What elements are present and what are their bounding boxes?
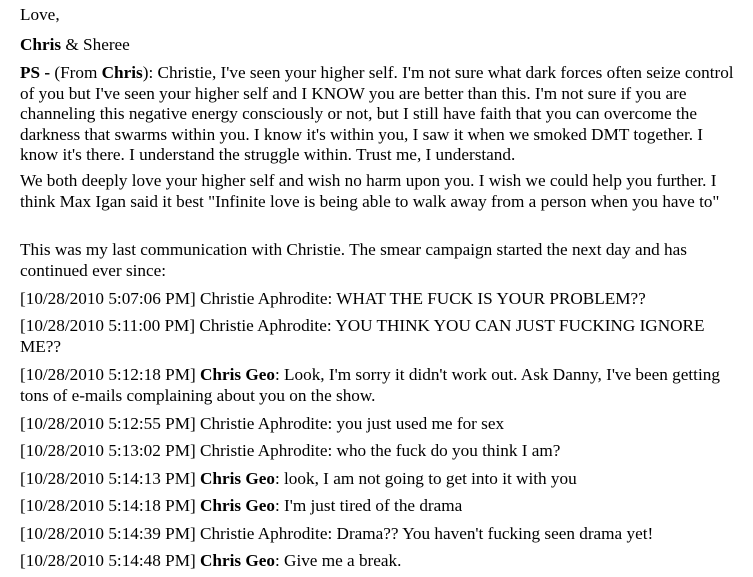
chat-speaker: Christie Aphrodite — [200, 524, 328, 543]
chat-line — [20, 441, 738, 462]
chat-line — [20, 524, 738, 545]
chat-speaker: Christie Aphrodite — [199, 316, 327, 335]
closing-text: Love, — [20, 5, 60, 24]
postscript-paragraph — [20, 63, 738, 166]
chat-speaker: Christie Aphrodite — [200, 289, 328, 308]
chat-message: : look, I am not going to get into it with you — [274, 469, 577, 488]
ps-body: Christie, I've seen your higher self. I'm not sure what dark forces often seize control of you but I've seen your higher self and I KNOW you are better than this. I'm not sure if you are channeling this negative energy consciously or not, but I still have faith that you can overcome the darkness that swarms within you. I know it's within you, I saw it when we smoked DMT together. I know it's there. I understand the struggle within. Trust me, I understand. — [20, 63, 734, 164]
chat-line — [20, 496, 738, 517]
ps-from-prefix: (From — [54, 63, 102, 82]
love-paragraph-text: We both deeply love your higher self and wish no harm upon you. I wish we could help you further. I think Max Igan said it best "Infinite love is being able to walk away from a person when you have to" — [20, 171, 720, 211]
chat-timestamp: [10/28/2010 5:11:00 PM] — [20, 316, 200, 335]
chat-timestamp: [10/28/2010 5:14:18 PM] — [20, 496, 200, 515]
chat-timestamp: [10/28/2010 5:14:39 PM] — [20, 524, 200, 543]
chat-message: : I'm just tired of the drama — [274, 496, 463, 515]
chat-message: : YOU THINK YOU CAN JUST FUCKING IGNORE ME?? — [20, 316, 705, 356]
chat-timestamp: [10/28/2010 5:12:55 PM] — [20, 414, 200, 433]
chat-line — [20, 469, 738, 490]
chat-timestamp: [10/28/2010 5:14:48 PM] — [20, 551, 200, 570]
chat-message: : Drama?? You haven't fucking seen drama yet! — [327, 524, 654, 543]
chat-line — [20, 289, 738, 310]
chat-message: : WHAT THE FUCK IS YOUR PROBLEM?? — [327, 289, 646, 308]
chat-line — [20, 316, 738, 357]
chat-line — [20, 414, 738, 435]
chat-line — [20, 365, 738, 406]
chat-speaker: Chris Geo — [200, 365, 275, 384]
chat-message: : Give me a break. — [274, 551, 402, 570]
last-communication-paragraph — [20, 240, 738, 281]
chat-line — [20, 551, 738, 572]
chat-speaker: Chris Geo — [200, 496, 275, 515]
chat-timestamp: [10/28/2010 5:13:02 PM] — [20, 441, 200, 460]
chat-timestamp: [10/28/2010 5:07:06 PM] — [20, 289, 200, 308]
chat-speaker: Chris Geo — [200, 469, 275, 488]
chat-speaker: Chris Geo — [200, 551, 275, 570]
chat-timestamp: [10/28/2010 5:14:13 PM] — [20, 469, 200, 488]
signature-line — [20, 35, 738, 56]
chat-timestamp: [10/28/2010 5:12:18 PM] — [20, 365, 200, 384]
chat-message: : you just used me for sex — [327, 414, 505, 433]
chat-speaker: Christie Aphrodite — [200, 441, 328, 460]
chat-message: : who the fuck do you think I am? — [327, 441, 561, 460]
ps-label: PS - — [20, 63, 55, 82]
love-paragraph — [20, 171, 738, 212]
signature-rest: & Sheree — [61, 35, 130, 54]
signature-name: Chris — [20, 35, 62, 54]
ps-from-suffix: ): — [142, 63, 154, 82]
chat-message: : Look, I'm sorry it didn't work out. Ask Danny, I've been getting tons of e-mails complaining about you on the show. — [20, 365, 720, 405]
ps-from-name: Chris — [101, 63, 143, 82]
closing-line — [20, 5, 738, 26]
last-communication-text: This was my last communication with Christie. The smear campaign started the next day and has continued ever since: — [20, 240, 687, 280]
chat-speaker: Christie Aphrodite — [200, 414, 328, 433]
